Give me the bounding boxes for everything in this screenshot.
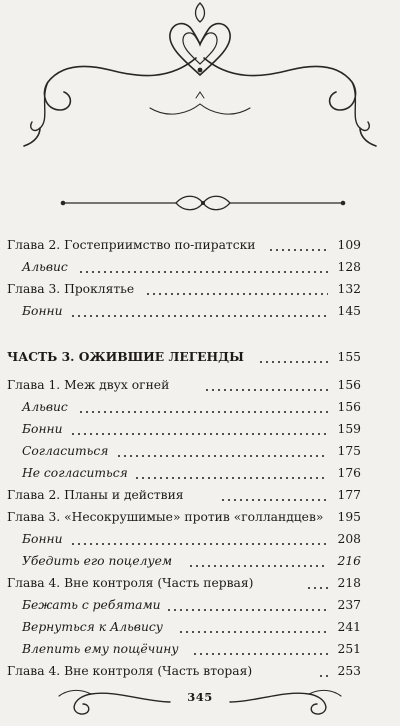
dot-leader xyxy=(192,653,328,655)
toc-title: Влепить ему пощёчину xyxy=(22,642,179,656)
dot-leader xyxy=(166,609,328,611)
toc-title: Глава 3. Проклятье xyxy=(7,282,135,296)
toc-page-number: 159 xyxy=(337,422,361,436)
dot-leader xyxy=(70,433,328,435)
toc-row xyxy=(0,506,400,528)
dot-leader xyxy=(78,271,328,273)
toc-page-number: 156 xyxy=(337,378,361,392)
toc-title: Глава 2. Гостеприимство по-пиратски xyxy=(7,238,256,252)
toc-row xyxy=(0,234,400,256)
toc-page-number: 218 xyxy=(337,576,361,590)
toc-row xyxy=(0,660,400,682)
dot-leader xyxy=(258,361,328,363)
toc-row xyxy=(0,616,400,638)
toc-title: Бонни xyxy=(22,304,63,318)
toc-row xyxy=(0,418,400,440)
toc-row xyxy=(0,550,400,572)
toc-row xyxy=(0,256,400,278)
toc-part-title: ЧАСТЬ 3. ОЖИВШИЕ ЛЕГЕНДЫ xyxy=(7,349,244,364)
dot-leader xyxy=(268,249,328,251)
toc-title: Вернуться к Альвису xyxy=(22,620,163,634)
toc-title: Бонни xyxy=(22,532,63,546)
dot-leader xyxy=(306,587,328,589)
toc-title: Бонни xyxy=(22,422,63,436)
dot-leader xyxy=(134,477,328,479)
toc-page-number: 109 xyxy=(337,238,361,252)
toc-row xyxy=(0,594,400,616)
toc-title: Альвис xyxy=(22,400,68,414)
toc-row xyxy=(0,484,400,506)
toc-row xyxy=(0,396,400,418)
dot-leader xyxy=(220,499,328,501)
toc-page-number: 175 xyxy=(337,444,361,458)
toc-page-number: 128 xyxy=(337,260,361,274)
dot-leader xyxy=(178,631,328,633)
dot-leader xyxy=(318,675,328,677)
toc-title: Бежать с ребятами xyxy=(22,598,161,612)
page-number-folio: 345 xyxy=(187,690,213,704)
dot-leader xyxy=(188,565,328,567)
toc-row xyxy=(0,374,400,396)
toc-row xyxy=(0,572,400,594)
toc-row xyxy=(0,300,400,322)
toc-title: Согласиться xyxy=(22,444,109,458)
toc-page-number: 177 xyxy=(337,488,361,502)
toc-title: Не согласиться xyxy=(22,466,128,480)
toc-page-number: 251 xyxy=(337,642,361,656)
dot-leader xyxy=(204,389,328,391)
toc-page-number: 155 xyxy=(337,350,361,364)
toc-page-number: 145 xyxy=(337,304,361,318)
toc-row xyxy=(0,638,400,660)
dot-leader xyxy=(70,543,328,545)
toc-part-row xyxy=(0,346,400,368)
toc-row xyxy=(0,462,400,484)
toc-page-number: 216 xyxy=(337,554,361,568)
toc-title: Глава 3. «Несокрушимые» против «голландцев» xyxy=(7,510,324,524)
dot-leader xyxy=(70,315,328,317)
toc-page-number: 195 xyxy=(337,510,361,524)
toc-row xyxy=(0,528,400,550)
toc-title: Убедить его поцелуем xyxy=(22,554,173,568)
toc-title: Глава 1. Меж двух огней xyxy=(7,378,170,392)
dot-leader xyxy=(78,411,328,413)
dot-leader xyxy=(116,455,328,457)
toc-page-number: 253 xyxy=(337,664,361,678)
toc-row xyxy=(0,278,400,300)
toc-page-number: 132 xyxy=(337,282,361,296)
toc-page-number: 208 xyxy=(337,532,361,546)
dot-leader xyxy=(145,293,328,295)
toc-title: Глава 2. Планы и действия xyxy=(7,488,184,502)
toc-page-number: 241 xyxy=(337,620,361,634)
toc-title: Глава 4. Вне контроля (Часть вторая) xyxy=(7,664,253,678)
toc-row xyxy=(0,440,400,462)
toc-title: Альвис xyxy=(22,260,68,274)
toc-page-number: 237 xyxy=(337,598,361,612)
toc-page-number: 176 xyxy=(337,466,361,480)
toc-page-number: 156 xyxy=(337,400,361,414)
toc-title: Глава 4. Вне контроля (Часть первая) xyxy=(7,576,254,590)
